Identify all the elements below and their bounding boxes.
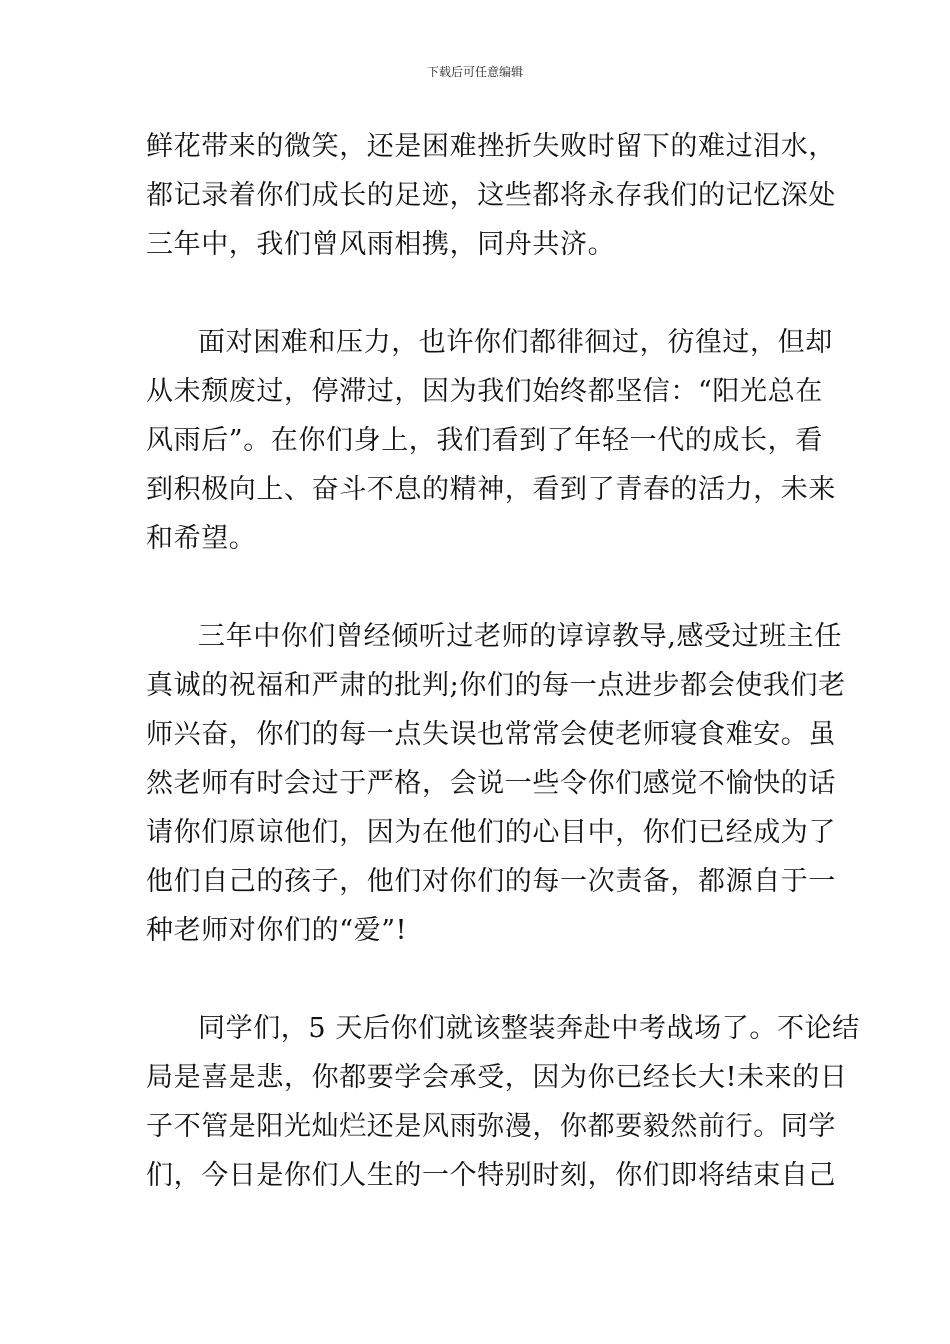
text-line: 三年中，我们曾风雨相携，同舟共济。 xyxy=(146,229,616,260)
text-line: 都记录着你们成长的足迹，这些都将永存我们的记忆深处 xyxy=(146,180,836,211)
text-line: 真诚的祝福和严肃的批判;你们的每一点进步都会使我们老 xyxy=(146,670,846,701)
text-line: 风雨后”。在你们身上，我们看到了年轻一代的成长，看 xyxy=(146,425,823,456)
text-line: 三年中你们曾经倾听过老师的谆谆教导,感受过班主任 xyxy=(198,621,842,652)
paragraph-spacer xyxy=(146,563,806,612)
text-line: 和希望。 xyxy=(146,523,257,554)
text-line: 种老师对你们的“爱”! xyxy=(146,915,408,946)
text-line: 面对困难和压力，也许你们都徘徊过，彷徨过，但却 xyxy=(198,327,833,358)
text-line: 鲜花带来的微笑，还是困难挫折失败时留下的难过泪水， xyxy=(146,131,836,162)
paragraph-4 xyxy=(146,1004,860,1200)
text-line: 请你们原谅他们，因为在他们的心目中，你们已经成为了 xyxy=(146,817,836,848)
paragraph-3 xyxy=(146,612,846,955)
text-line: 师兴奋，你们的每一点失误也常常会使老师寝食难安。虽 xyxy=(146,719,836,750)
page-header: 下载后可任意编辑 xyxy=(426,65,523,79)
text-line: 从未颓废过，停滞过，因为我们始终都坚信：“阳光总在 xyxy=(146,376,823,407)
text-line: 到积极向上、奋斗不息的精神，看到了青春的活力，未来 xyxy=(146,474,836,505)
text-line: 们，今日是你们人生的一个特别时刻，你们即将结束自己 xyxy=(146,1160,836,1191)
paragraph-1 xyxy=(146,122,836,269)
document-body xyxy=(146,122,860,1200)
text-line: 他们自己的孩子，他们对你们的每一次责备，都源自于一 xyxy=(146,866,836,897)
text-line: 局是喜是悲，你都要学会承受，因为你已经长大!未来的日 xyxy=(146,1062,848,1093)
paragraph-spacer xyxy=(146,955,806,1004)
paragraph-2 xyxy=(146,318,836,563)
paragraph-spacer xyxy=(146,269,806,318)
text-line: 子不管是阳光灿烂还是风雨弥漫，你都要毅然前行。同学 xyxy=(146,1111,836,1142)
text-line: 然老师有时会过于严格，会说一些令你们感觉不愉快的话 xyxy=(146,768,836,799)
text-line: 同学们，5 天后你们就该整装奔赴中考战场了。不论结 xyxy=(198,1013,860,1044)
